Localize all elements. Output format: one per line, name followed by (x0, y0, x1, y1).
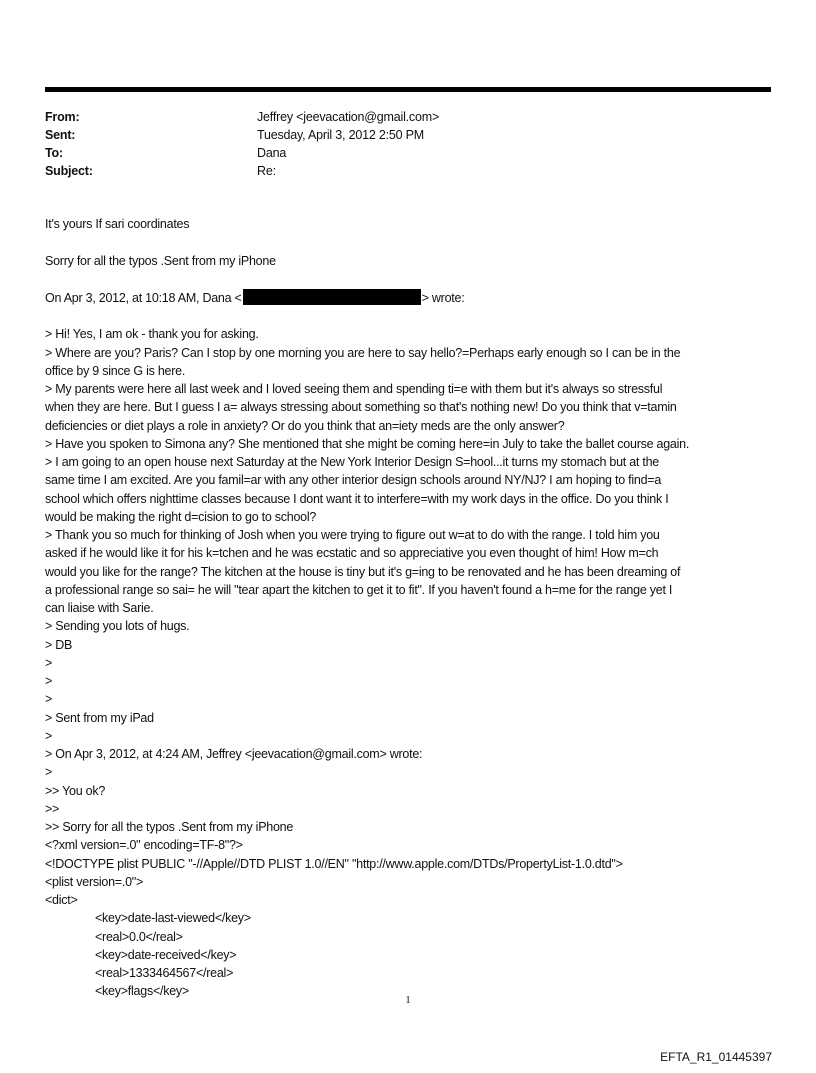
body-line: > Where are you? Paris? Can I stop by one morning you are here to say hello?=Perhaps early enough so I can be in the (45, 345, 681, 360)
body-line: > Sent from my iPad (45, 710, 154, 725)
redaction-box (243, 289, 421, 305)
sent-row (45, 126, 439, 144)
body-line: same time I am excited. Are you famil=ar with any other interior design schools around NY/NJ? I am hoping to find=a (45, 473, 662, 488)
document-id: EFTA_R1_01445397 (660, 1050, 772, 1064)
body-line: when they are here. But I guess I a= always stressing about something so that's nothing new! Do you think that v=tamin (45, 400, 677, 415)
body-line: > Sending you lots of hugs. (45, 619, 190, 634)
reply-text: It's yours If sari coordinates (45, 217, 190, 231)
sent-label: Sent: (45, 128, 76, 142)
subject-label: Subject: (45, 164, 93, 178)
body-line: > (45, 655, 53, 670)
quoted-message (45, 325, 775, 1000)
body-line: >> (45, 801, 60, 816)
body-line: <?xml version=.0" encoding=TF-8"?> (45, 838, 243, 853)
body-line: > Have you spoken to Simona any? She mentioned that she might be coming here=in July to take the ballet course again. (45, 436, 690, 451)
body-line: <key>date-last-viewed</key> (95, 911, 251, 926)
body-line: > (45, 728, 53, 743)
from-label: From: (45, 110, 80, 124)
email-header (45, 108, 439, 180)
from-value: Jeffrey <jeevacation@gmail.com> (257, 110, 440, 124)
body-line: deficiencies or diet plays a role in anxiety? Or do you think that an=iety meds are the only answer? (45, 418, 565, 433)
body-line: > (45, 692, 53, 707)
sent-value: Tuesday, April 3, 2012 2:50 PM (257, 128, 425, 142)
header-rule (45, 87, 771, 92)
body-line: <dict> (45, 893, 78, 907)
body-line: would you like for the range? The kitchen at the house is tiny but it's g=ing to be renovated and he has been dreaming of (45, 564, 681, 579)
body-line: > My parents were here all last week and I loved seeing them and spending ti=e with them but it's always so stressful (45, 382, 663, 396)
subject-value: Re: (257, 164, 276, 178)
body-line: asked if he would like it for his k=tchen and he was ecstatic and so appreciative you even thought of him! How m=ch (45, 546, 659, 561)
body-line: <key>flags</key> (95, 984, 189, 999)
body-line: > Thank you so much for thinking of Josh when you were trying to figure out w=at to do with the range. I told him you (45, 528, 660, 542)
from-row (45, 108, 439, 126)
quote-attribution (45, 289, 775, 307)
body-line: <key>date-received</key> (95, 947, 237, 962)
body-line: <real>1333464567</real> (95, 966, 234, 980)
body-line: <plist version=.0"> (45, 874, 144, 889)
body-line: a professional range so sai= he will "tear apart the kitchen to get it to fit". If you haven't found a h=me for the range yet I (45, 582, 673, 597)
body-line: can liaise with Sarie. (45, 601, 154, 615)
email-body (45, 215, 775, 1001)
body-line: would be making the right d=cision to go to school? (45, 509, 317, 524)
body-line: >> You ok? (45, 783, 106, 798)
body-line: > Hi! Yes, I am ok - thank you for asking. (45, 327, 259, 342)
body-line: > (45, 765, 53, 780)
to-row (45, 144, 439, 162)
body-line: >> Sorry for all the typos .Sent from my iPhone (45, 820, 294, 834)
body-line: > On Apr 3, 2012, at 4:24 AM, Jeffrey <jeevacation@gmail.com> wrote: (45, 747, 423, 761)
signature-line: Sorry for all the typos .Sent from my iPhone (45, 253, 276, 268)
body-line: > (45, 674, 53, 688)
body-line: > DB (45, 637, 73, 652)
to-value: Dana (257, 146, 287, 160)
body-line: <!DOCTYPE plist PUBLIC "-//Apple//DTD PLIST 1.0//EN" "http://www.apple.com/DTDs/PropertyList-1.0.dtd"> (45, 856, 623, 871)
body-line: office by 9 since G is here. (45, 363, 186, 378)
body-line: school which offers nighttime classes because I dont want it to interfere=with my work days in the office. Do you think I (45, 491, 669, 506)
to-label: To: (45, 146, 63, 160)
body-line: > I am going to an open house next Saturday at the New York Interior Design S=hool...it turns my stomach but at the (45, 455, 659, 469)
subject-row (45, 162, 439, 180)
quote-suffix: > wrote: (421, 290, 465, 305)
quote-prefix: On Apr 3, 2012, at 10:18 AM, Dana < (45, 290, 242, 305)
body-line: <real>0.0</real> (95, 929, 183, 944)
page-number: 1 (405, 994, 411, 1006)
